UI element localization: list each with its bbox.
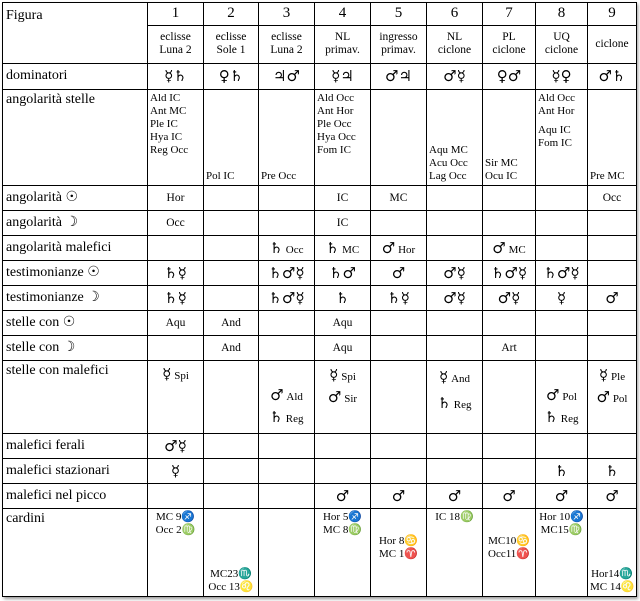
planet-symbols: ♂	[605, 288, 619, 307]
planet-symbols: ♄	[335, 288, 350, 307]
row-label: dominatori	[3, 63, 148, 89]
col-number: 3	[259, 3, 315, 26]
cardinal-points: MC 9♐ Occ 2♍	[148, 509, 204, 597]
cell-value	[204, 185, 259, 210]
cell-value	[536, 210, 588, 235]
cell-value: ♄ Occ	[259, 235, 315, 260]
cell-value: ☿ Spi	[148, 360, 204, 433]
planet-symbols: ♄♂☿	[268, 288, 305, 307]
planet-symbols: ♂	[391, 263, 406, 282]
figure-comparison-table	[2, 2, 637, 597]
planet-symbols: ♂☿	[497, 288, 521, 307]
saturn-icon: ♄	[437, 393, 451, 412]
cell-value	[427, 210, 483, 235]
row-label: angolarità ☉	[3, 185, 148, 210]
mercury-icon: ☿	[438, 367, 449, 386]
col-number: 7	[483, 3, 536, 26]
row-stelle-malefici	[3, 360, 637, 433]
cell-value	[148, 335, 204, 360]
cell-value	[483, 360, 536, 433]
row-malefici-stazionari	[3, 459, 637, 484]
cell-value	[483, 310, 536, 335]
row-label: malefici nel picco	[3, 484, 148, 509]
row-testimonianze-luna	[3, 285, 637, 310]
cell-value	[204, 235, 259, 260]
star-list: Ald Occ Ant Hor Aqu IC Fom IC	[536, 89, 588, 185]
mercury-icon: ☿	[162, 364, 172, 383]
planet-symbols: ♂	[335, 487, 350, 506]
cell-value	[371, 335, 427, 360]
row-testimonianze-sole	[3, 260, 637, 285]
cell-value	[588, 335, 637, 360]
cell-value	[371, 210, 427, 235]
planet-symbols: ♀♂	[496, 67, 522, 86]
planet-symbols: ♂	[605, 487, 619, 506]
planet-symbols: ☿♄	[164, 67, 187, 86]
row-malefici-picco	[3, 484, 637, 509]
star-list	[371, 89, 427, 185]
star-list: Pre MC	[588, 89, 637, 185]
row-angolarita-luna	[3, 210, 637, 235]
planet-symbols: ♄	[605, 462, 619, 481]
col-description: ciclone	[588, 25, 637, 63]
cell-value: MC	[371, 185, 427, 210]
row-label: angolarità ☽	[3, 210, 148, 235]
planet-symbols: ♀♄	[218, 67, 244, 86]
cardinal-points	[259, 509, 315, 597]
cardinal-points: Hor 10♐ MC15♍	[536, 509, 588, 597]
cell-value	[259, 210, 315, 235]
cell-value	[371, 310, 427, 335]
planet-symbols: ♂	[502, 487, 516, 506]
planet-symbols: ♄♂	[329, 263, 356, 282]
figura-label: Figura	[3, 3, 148, 64]
cell-value	[536, 310, 588, 335]
star-list: Pre Occ	[259, 89, 315, 185]
cell-value: Aqu	[315, 335, 371, 360]
cell-value	[588, 235, 637, 260]
cardinal-points: Hor 5♐ MC 8♍	[315, 509, 371, 597]
cell-value: ♂ Pol ♄ Reg	[536, 360, 588, 433]
col-description: PL ciclone	[483, 25, 536, 63]
cell-value: ♂ MC	[483, 235, 536, 260]
saturn-icon: ♄	[325, 238, 340, 257]
cell-value: ♂ Ald ♄ Reg	[259, 360, 315, 433]
cell-value: Occ	[588, 185, 637, 210]
planet-symbols: ♃♂	[273, 67, 300, 86]
cell-value	[483, 210, 536, 235]
planet-symbols: ♄♂☿	[543, 263, 580, 282]
row-stelle-luna	[3, 335, 637, 360]
cell-value: Aqu	[315, 310, 371, 335]
cardinal-points: Hor 8♋ MC 1♈	[371, 509, 427, 597]
row-label: angolarità malefici	[3, 235, 148, 260]
star-list: Ald Occ Ant Hor Ple Occ Hya Occ Fom IC	[315, 89, 371, 185]
cardinal-points: MC10♋ Occ11♈	[483, 509, 536, 597]
cell-value: ☿ And ♄ Reg	[427, 360, 483, 433]
cell-value: ☿ Ple ♂ Pol	[588, 360, 637, 433]
planet-symbols: ♄♂☿	[490, 263, 528, 282]
col-description: NL primav.	[315, 25, 371, 63]
cell-value: IC	[315, 210, 371, 235]
cell-value	[536, 235, 588, 260]
row-label: stelle con malefici	[3, 360, 148, 433]
col-description: eclisse Luna 2	[259, 25, 315, 63]
col-description: NL ciclone	[427, 25, 483, 63]
star-list: Ald IC Ant MC Ple IC Hya IC Reg Occ	[148, 89, 204, 185]
saturn-icon: ♄	[269, 238, 283, 257]
col-number: 1	[148, 3, 204, 26]
star-list: Aqu MC Acu Occ Lag Occ	[427, 89, 483, 185]
saturn-icon: ♄	[269, 408, 283, 427]
table-frame	[2, 2, 636, 597]
planet-symbols: ♂♃	[385, 67, 412, 86]
col-number: 4	[315, 3, 371, 26]
planet-symbols: ♂☿	[164, 437, 187, 456]
planet-symbols: ♄☿	[387, 288, 410, 307]
cell-value	[536, 335, 588, 360]
cell-value	[371, 360, 427, 433]
row-label: malefici ferali	[3, 434, 148, 459]
col-number: 5	[371, 3, 427, 26]
planet-symbols: ☿	[170, 462, 181, 481]
planet-symbols: ☿♃	[331, 67, 354, 86]
planet-symbols: ♂☿	[443, 288, 466, 307]
row-label: stelle con ☽	[3, 335, 148, 360]
row-malefici-ferali	[3, 434, 637, 459]
cell-value: IC	[315, 185, 371, 210]
col-description: eclisse Sole 1	[204, 25, 259, 63]
row-angolarita-malefici	[3, 235, 637, 260]
row-cardini	[3, 509, 637, 597]
cell-value	[588, 210, 637, 235]
row-label: cardini	[3, 509, 148, 597]
row-label: testimonianze ☉	[3, 260, 148, 285]
cell-value	[427, 310, 483, 335]
cell-value	[427, 235, 483, 260]
cell-value	[536, 185, 588, 210]
cell-value	[259, 310, 315, 335]
cell-value	[204, 210, 259, 235]
planet-symbols: ☿♀	[551, 67, 572, 86]
mars-icon: ♂	[492, 238, 506, 257]
planet-symbols: ♄☿	[164, 288, 187, 307]
cell-value	[427, 185, 483, 210]
col-number: 6	[427, 3, 483, 26]
row-angolarita-sole	[3, 185, 637, 210]
mars-icon: ♂	[327, 387, 342, 406]
star-list: Sir MC Ocu IC	[483, 89, 536, 185]
cell-value	[259, 335, 315, 360]
cell-value: Aqu	[148, 310, 204, 335]
planet-symbols: ♂	[554, 487, 569, 506]
row-angolarita-stelle	[3, 89, 637, 185]
col-number: 2	[204, 3, 259, 26]
cell-value	[588, 310, 637, 335]
planet-symbols: ♂♄	[598, 67, 626, 86]
cardinal-points: IC 18♍	[427, 509, 483, 597]
mars-icon: ♂	[545, 386, 560, 405]
planet-symbols: ♂	[447, 487, 462, 506]
col-number: 9	[588, 3, 637, 26]
row-stelle-sole	[3, 310, 637, 335]
cell-value	[259, 185, 315, 210]
planet-symbols: ♄☿	[164, 263, 187, 282]
cell-value: And	[204, 335, 259, 360]
cell-value: ♄ MC	[315, 235, 371, 260]
cell-value: ☿ Spi ♂ Sir	[315, 360, 371, 433]
mercury-icon: ☿	[329, 365, 339, 384]
cell-value: Art	[483, 335, 536, 360]
row-label: stelle con ☉	[3, 310, 148, 335]
row-label: testimonianze ☽	[3, 285, 148, 310]
cardinal-points: Hor14♏ MC 14♌	[588, 509, 637, 597]
cell-value: Hor	[148, 185, 204, 210]
planet-symbols: ♄	[554, 462, 569, 481]
saturn-icon: ♄	[544, 408, 558, 427]
col-description: ingresso primav.	[371, 25, 427, 63]
col-number: 8	[536, 3, 588, 26]
header-number-row	[3, 3, 637, 26]
mars-icon: ♂	[270, 386, 284, 405]
cell-value	[148, 235, 204, 260]
row-label: malefici stazionari	[3, 459, 148, 484]
row-label: angolarità stelle	[3, 89, 148, 185]
cell-value: Occ	[148, 210, 204, 235]
cardinal-points: MC23♏ Occ 13♌	[204, 509, 259, 597]
star-list: Pol IC	[204, 89, 259, 185]
cell-value: ♂ Hor	[371, 235, 427, 260]
mars-icon: ♂	[381, 238, 396, 257]
cell-value: And	[204, 310, 259, 335]
planet-symbols: ♂☿	[443, 263, 466, 282]
mercury-icon: ☿	[598, 365, 609, 384]
planet-symbols: ♂☿	[443, 67, 466, 86]
planet-symbols: ☿	[556, 288, 567, 307]
row-dominatori	[3, 63, 637, 89]
planet-symbols: ♂	[391, 487, 406, 506]
col-description: eclisse Luna 2	[148, 25, 204, 63]
planet-symbols: ♄♂☿	[268, 263, 305, 282]
mars-icon: ♂	[596, 387, 610, 406]
cell-value	[483, 185, 536, 210]
cell-value	[427, 335, 483, 360]
cell-value	[204, 360, 259, 433]
col-description: UQ ciclone	[536, 25, 588, 63]
